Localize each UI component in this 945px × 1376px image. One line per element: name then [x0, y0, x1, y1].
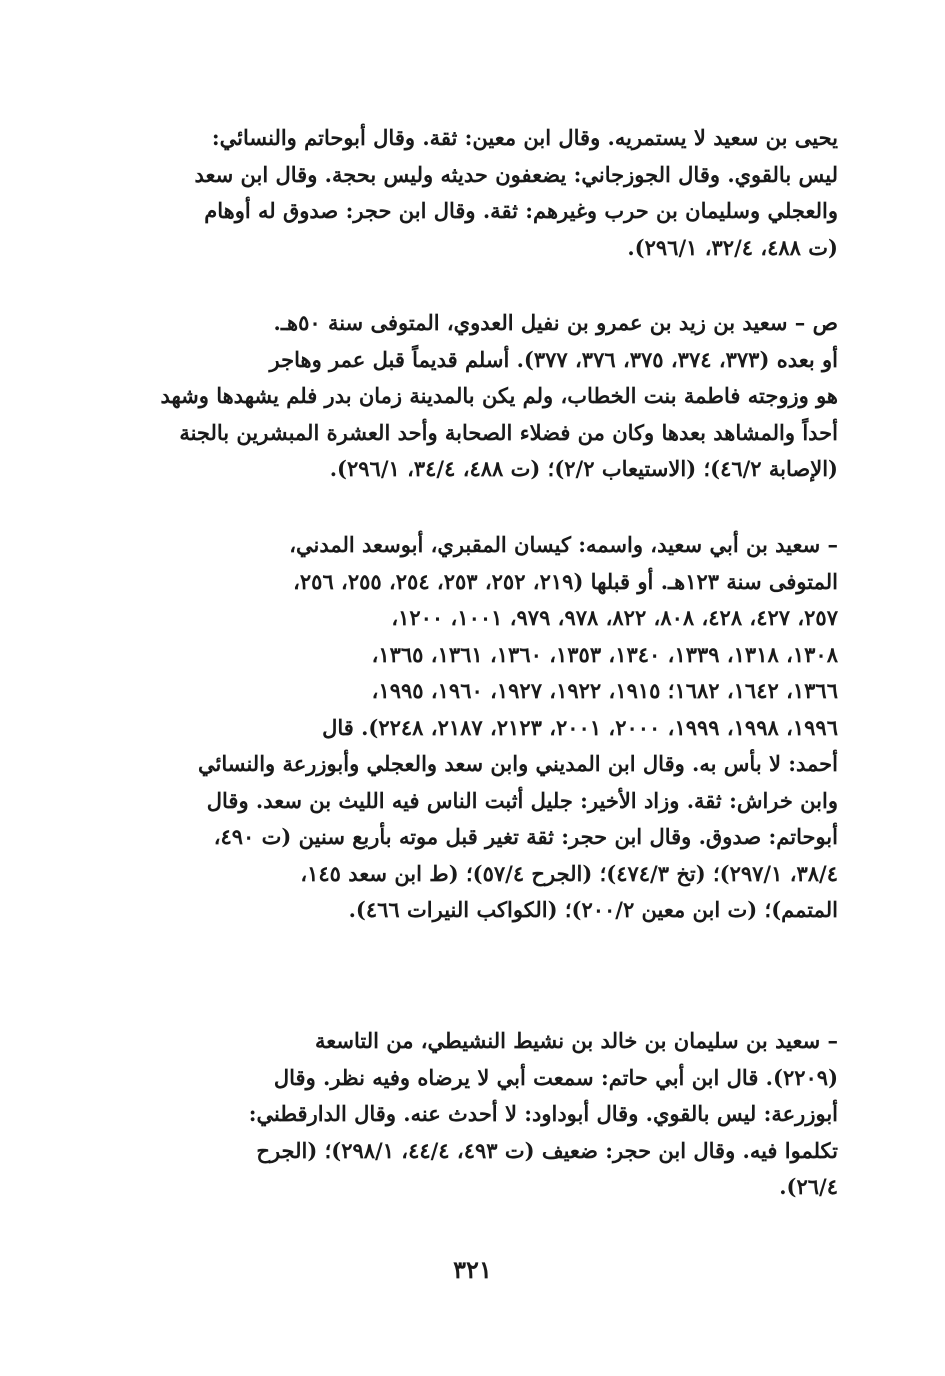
text-line: وابن خراش: ثقة. وزاد الأخير: جليل أثبت الناس فيه الليث بن سعد. وقال [206, 787, 838, 813]
text-line: ص – سعيد بن زيد بن عمرو بن نفيل العدوي، المتوفى سنة ٥٠هـ. [273, 310, 838, 335]
text-line: تكلموا فيه. وقال ابن حجر: ضعيف (ت ٤٩٣، ٤٤/٤، ٢٩٨/١)؛ (الجرح [256, 1137, 838, 1163]
text-line: ١٣٦٦، ١٦٤٢، ١٦٨٢؛ ١٩١٥، ١٩٢٢، ١٩٢٧، ١٩٦٠، ١٩٩٥، [371, 678, 838, 703]
text-line: المتوفى سنة ١٢٣هـ. أو قبلها (٢١٩، ٢٥٢، ٢٥٣، ٢٥٤، ٢٥٥، ٢٥٦، [293, 568, 838, 594]
text-line: ليس بالقوي. وقال الجوزجاني: يضعفون حديثه وليس بحجة. وقال ابن سعد [194, 161, 838, 187]
text-line: هو وزوجته فاطمة بنت الخطاب، ولم يكن بالمدينة زمان بدر فلم يشهدها وشهد [160, 383, 838, 408]
entry-continuation [128, 120, 838, 266]
text-line: أحداً والمشاهد بعدها وكان من فضلاء الصحابة وأحد العشرة المبشرين بالجنة [179, 419, 838, 445]
text-line: المتمم)؛ (ت ابن معين ٢٠٠/٢)؛ (الكواكب النيرات ٤٦٦). [348, 897, 838, 922]
text-line: (ت ٤٨٨، ٣٢/٤، ٢٩٦/١). [627, 234, 838, 260]
text-line: أبوحاتم: صدوق. وقال ابن حجر: ثقة تغير قبل موته بأربع سنين (ت ٤٩٠، [213, 824, 838, 849]
entry-said-bin-sulaiman [128, 1023, 838, 1206]
text-line: يحيى بن سعيد لا يستمريه. وقال ابن معين: ثقة. وقال أبوحاتم والنسائي: [211, 125, 838, 150]
text-line: أبوزرعة: ليس بالقوي. وقال أبوداود: لا أحدث عنه. وقال الدارقطني: [248, 1101, 838, 1126]
text-line: ٢٥٧، ٤٢٧، ٤٢٨، ٨٠٨، ٨٢٢، ٩٧٨، ٩٧٩، ١٠٠١، ١٢٠٠، [391, 605, 838, 630]
text-line: – سعيد بن أبي سعيد، واسمه: كيسان المقبري، أبوسعد المدني، [289, 532, 838, 557]
text-line: – سعيد بن سليمان بن خالد بن نشيط النشيطي، من التاسعة [314, 1028, 838, 1053]
text-line: ١٣٠٨، ١٣١٨، ١٣٣٩، ١٣٤٠، ١٣٥٣، ١٣٦٠، ١٣٦١، ١٣٦٥، [371, 641, 838, 667]
text-line: ١٩٩٦، ١٩٩٨، ١٩٩٩، ٢٠٠٠، ٢٠٠١، ٢١٢٣، ٢١٨٧، ٢٢٤٨). قال [322, 714, 838, 740]
text-line: (الإصابة ٤٦/٢)؛ (الاستيعاب ٢/٢)؛ (ت ٤٨٨، ٣٤/٤، ٢٩٦/١). [329, 456, 838, 481]
page-number: ٣٢١ [453, 1255, 492, 1284]
text-line: أو بعده (٣٧٣، ٣٧٤، ٣٧٥، ٣٧٦، ٣٧٧). أسلم قديماً قبل عمر وهاجر [269, 346, 838, 372]
text-line: ٣٨/٤، ٢٩٧/١)؛ (تخ ٤٧٤/٣)؛ (الجرح ٥٧/٤)؛ (ط ابن سعد ١٤٥، [300, 860, 838, 886]
text-line: ٢٦/٤). [779, 1174, 838, 1199]
entry-said-bin-zaid [128, 305, 838, 488]
text-line: (٢٢٠٩). قال ابن أبي حاتم: سمعت أبي لا يرضاه وفيه نظر. وقال [273, 1064, 838, 1090]
entry-said-bin-abi-said [128, 527, 838, 929]
text-line: والعجلي وسليمان بن حرب وغيرهم: ثقة. وقال ابن حجر: صدوق له أوهام [204, 198, 838, 223]
text-line: أحمد: لا بأس به. وقال ابن المديني وابن سعد والعجلي وأبوزرعة والنسائي [197, 751, 838, 776]
